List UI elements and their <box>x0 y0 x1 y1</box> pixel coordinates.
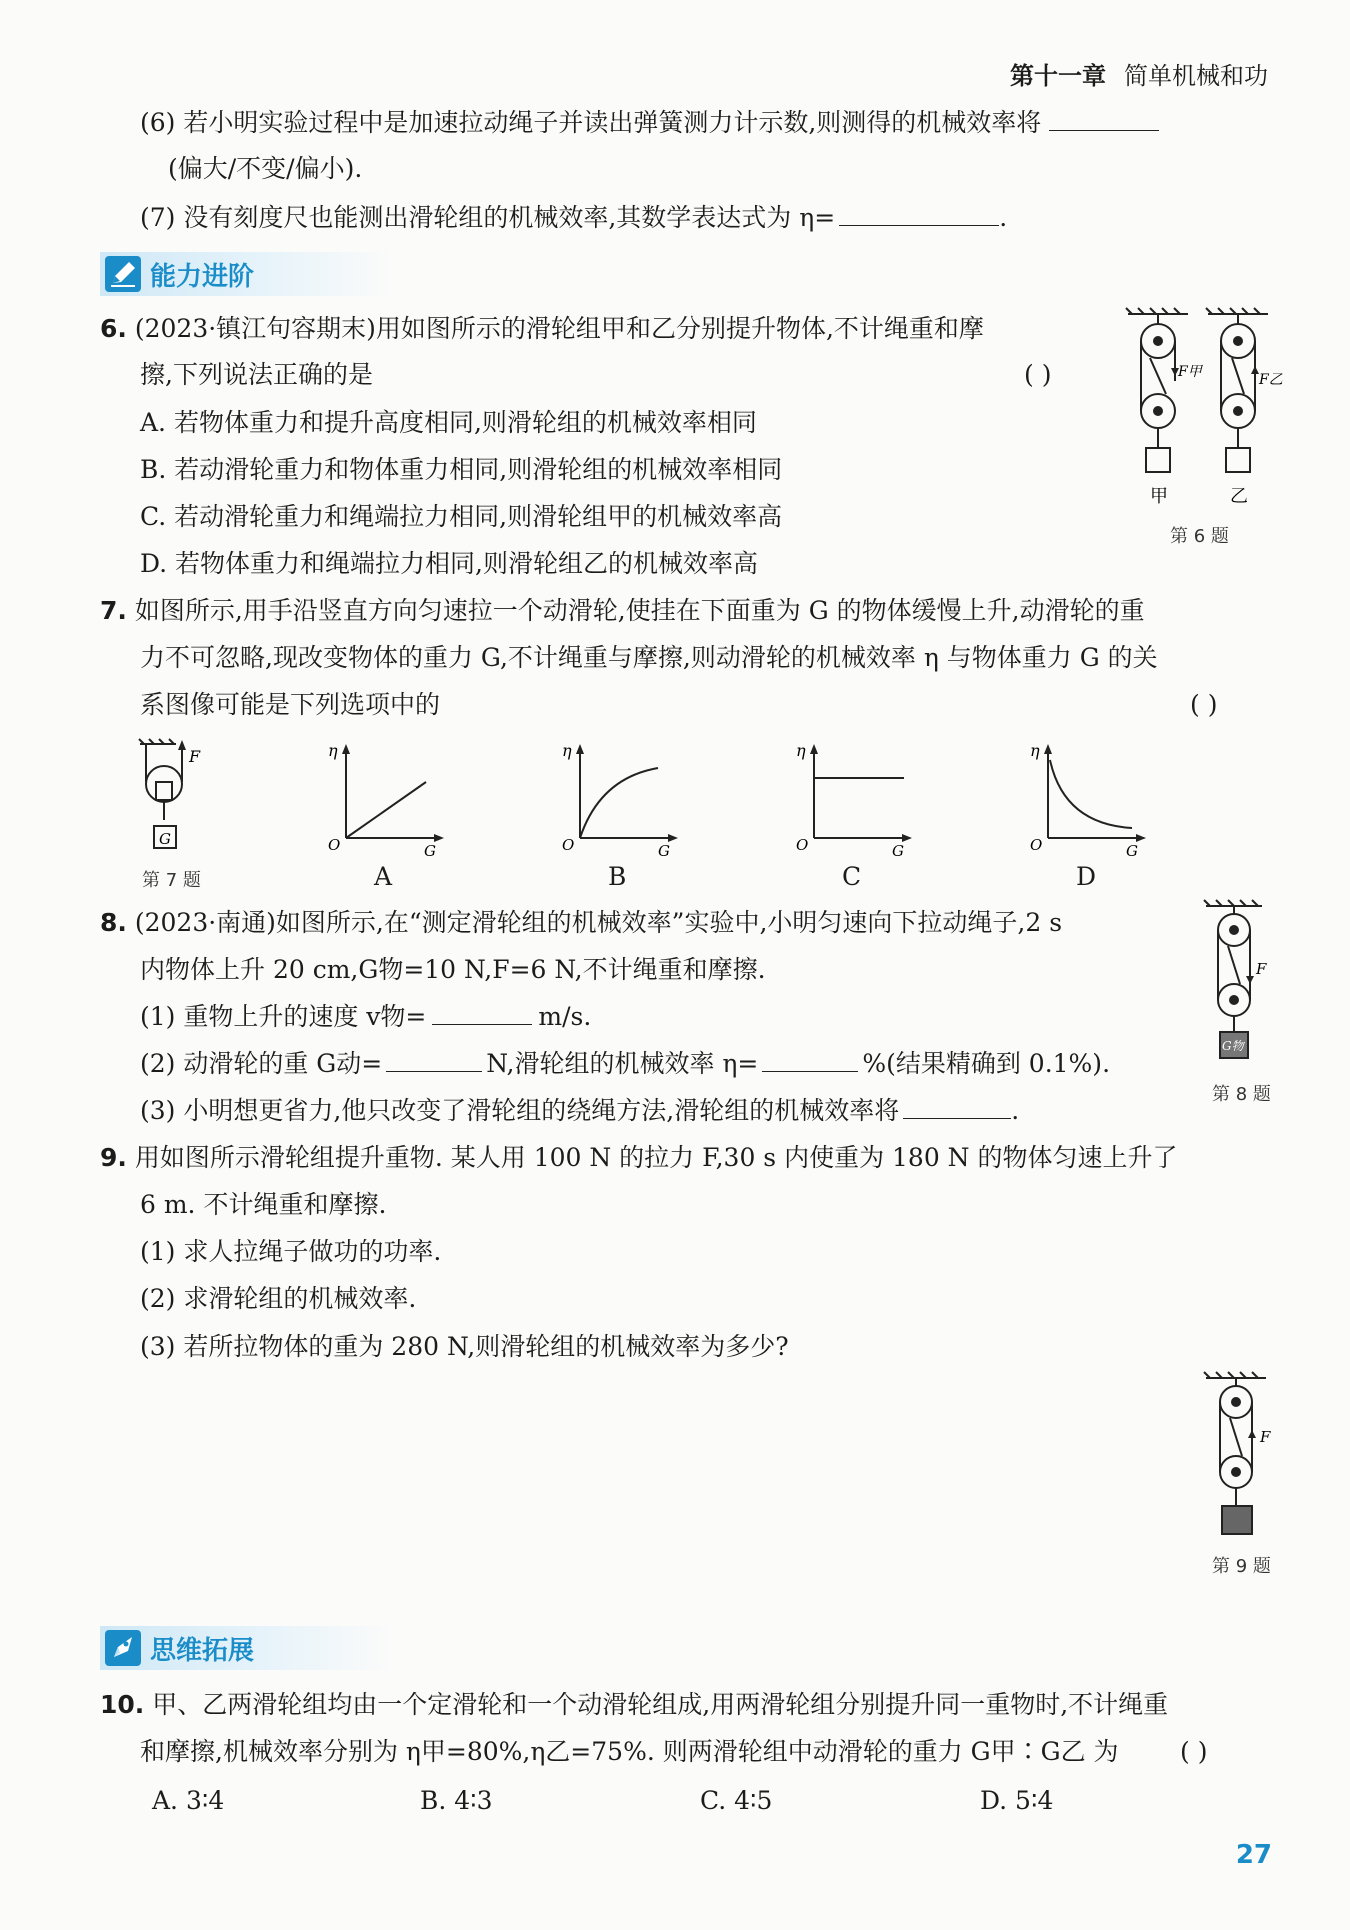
origin-label: O <box>328 836 341 854</box>
q10-option-d: D. 5∶4 <box>980 1786 1054 1815</box>
top-item-6-text: (6) 若小明实验过程中是加速拉动绳子并读出弹簧测力计示数,则测得的机械效率将 <box>140 108 1042 137</box>
force-label: F <box>189 747 201 766</box>
page-number: 27 <box>1235 1840 1272 1870</box>
answer-paren: ( ) <box>1190 690 1218 719</box>
q10-text: 甲、乙两滑轮组均由一个定滑轮和一个动滑轮组成,用两滑轮组分别提升同一重物时,不计绳重 <box>152 1690 1169 1719</box>
question-number: 6. <box>100 314 127 343</box>
q10-line2: 和摩擦,机械效率分别为 η甲=80%,η乙=75%. 则两滑轮组中动滑轮的重力 G甲∶G乙 为 <box>140 1737 1119 1766</box>
answer-paren: ( ) <box>1180 1737 1208 1766</box>
q6-option-a: A. 若物体重力和提升高度相同,则滑轮组的机械效率相同 <box>140 408 757 437</box>
q6-line1 <box>100 312 984 346</box>
q6-pulley-figure <box>1120 306 1283 511</box>
fig-label-yi: 乙 <box>1230 486 1248 507</box>
q6-line2: 擦,下列说法正确的是 <box>140 360 373 389</box>
section-title: 能力进阶 <box>150 261 255 292</box>
q7-line2: 力不可忽略,现改变物体的重力 G,不计绳重与摩擦,则动滑轮的机械效率 η 与物体重力 G 的关 <box>140 643 1158 672</box>
axis-eta: η <box>328 741 338 760</box>
graph-d <box>1028 738 1148 858</box>
q7-pulley-figure <box>136 738 216 858</box>
weight-label: G物 <box>1222 1039 1244 1053</box>
q8-sub3-text: (3) 小明想更省力,他只改变了滑轮组的绕绳方法,滑轮组的机械效率将 <box>140 1096 900 1125</box>
axis-g: G <box>658 842 670 860</box>
graph-label-c: C <box>842 862 862 891</box>
force-label-yi: F乙 <box>1259 372 1283 388</box>
axis-eta: η <box>562 741 572 760</box>
q8-line2: 内物体上升 20 cm,G物=10 N,F=6 N,不计绳重和摩擦. <box>140 955 766 984</box>
weight-label: G <box>159 830 171 848</box>
q9-sub3: (3) 若所拉物体的重为 280 N,则滑轮组的机械效率为多少? <box>140 1332 789 1361</box>
answer-blank[interactable] <box>903 1094 1011 1119</box>
question-number: 7. <box>100 596 127 625</box>
axis-eta: η <box>1030 741 1040 760</box>
q9-line1 <box>100 1141 1178 1175</box>
rocket-icon <box>104 1629 142 1667</box>
fig-label-jia: 甲 <box>1150 486 1168 507</box>
origin-label: O <box>1030 836 1043 854</box>
answer-paren: ( ) <box>1024 360 1052 389</box>
q6-option-b: B. 若动滑轮重力和物体重力相同,则滑轮组的机械效率相同 <box>140 455 783 484</box>
q6-option-c: C. 若动滑轮重力和绳端拉力相同,则滑轮组甲的机械效率高 <box>140 502 783 531</box>
graph-label-a: A <box>374 862 393 891</box>
answer-blank[interactable] <box>1049 106 1159 131</box>
pencil-icon <box>104 255 142 293</box>
q8-sub2 <box>140 1047 1110 1081</box>
q9-sub1: (1) 求人拉绳子做功的功率. <box>140 1237 442 1266</box>
top-item-7-text: (7) 没有刻度尺也能测出滑轮组的机械效率,其数学表达式为 η= <box>140 203 836 232</box>
q10-line1 <box>100 1688 1168 1722</box>
top-item-7-line <box>140 201 1007 235</box>
q10-option-c: C. 4∶5 <box>700 1786 773 1815</box>
axis-g: G <box>1126 842 1138 860</box>
q8-sub2-text: (2) 动滑轮的重 G动= <box>140 1049 383 1078</box>
force-label: F <box>1260 1428 1271 1446</box>
origin-label: O <box>796 836 809 854</box>
q9-caption: 第 9 题 <box>1212 1556 1271 1577</box>
section-extend <box>100 1626 394 1670</box>
section-title: 思维拓展 <box>150 1635 255 1666</box>
q7-line3: 系图像可能是下列选项中的 <box>140 690 441 719</box>
q10-option-b: B. 4∶3 <box>420 1786 493 1815</box>
q6-option-d: D. 若物体重力和绳端拉力相同,则滑轮组乙的机械效率高 <box>140 549 758 578</box>
answer-blank[interactable] <box>839 201 999 226</box>
q9-text: 用如图所示滑轮组提升重物. 某人用 100 N 的拉力 F,30 s 内使重为 180 N 的物体匀速上升了 <box>134 1143 1178 1172</box>
answer-blank[interactable] <box>762 1047 858 1072</box>
graph-a <box>326 738 446 858</box>
q9-pulley-figure <box>1200 1372 1290 1542</box>
q9-sub2: (2) 求滑轮组的机械效率. <box>140 1284 417 1313</box>
chapter-label: 第十一章 <box>1010 62 1106 90</box>
top-item-7-end: . <box>999 203 1008 232</box>
q8-sub1-text: (1) 重物上升的速度 v物= <box>140 1002 427 1031</box>
graph-label-b: B <box>608 862 627 891</box>
axis-g: G <box>424 842 436 860</box>
q7-line1 <box>100 594 1145 628</box>
force-label-jia: F甲 <box>1178 364 1202 380</box>
question-number: 10. <box>100 1690 145 1719</box>
section-advance <box>100 252 394 296</box>
q8-sub2-mid: N,滑轮组的机械效率 η= <box>486 1049 759 1078</box>
q10-option-a: A. 3∶4 <box>152 1786 225 1815</box>
q8-text: (2023·南通)如图所示,在“测定滑轮组的机械效率”实验中,小明匀速向下拉动绳子,2 s <box>134 908 1063 937</box>
q7-text: 如图所示,用手沿竖直方向匀速拉一个动滑轮,使挂在下面重为 G 的物体缓慢上升,动滑轮的重 <box>134 596 1145 625</box>
q9-line2: 6 m. 不计绳重和摩擦. <box>140 1190 387 1219</box>
question-number: 8. <box>100 908 127 937</box>
q6-text: (2023·镇江句容期末)用如图所示的滑轮组甲和乙分别提升物体,不计绳重和摩 <box>134 314 984 343</box>
page-header <box>1010 56 1268 91</box>
origin-label: O <box>562 836 575 854</box>
q8-sub3 <box>140 1094 1019 1128</box>
q8-sub3-end: . <box>1011 1096 1020 1125</box>
q8-caption: 第 8 题 <box>1212 1084 1271 1105</box>
top-item-6-line2: (偏大/不变/偏小). <box>168 154 363 183</box>
graph-c <box>794 738 914 858</box>
q8-sub1 <box>140 1000 591 1034</box>
q6-caption: 第 6 题 <box>1170 526 1229 547</box>
q8-sub1-unit: m/s. <box>538 1002 592 1031</box>
answer-blank[interactable] <box>432 1000 532 1025</box>
graph-b <box>560 738 680 858</box>
q8-pulley-figure <box>1200 900 1290 1070</box>
axis-g: G <box>892 842 904 860</box>
q7-caption: 第 7 题 <box>142 870 201 891</box>
force-label: F <box>1256 960 1267 978</box>
q8-sub2-end: %(结果精确到 0.1%). <box>862 1049 1111 1078</box>
chapter-title: 简单机械和功 <box>1124 62 1268 90</box>
axis-eta: η <box>796 741 806 760</box>
q8-line1 <box>100 906 1062 940</box>
top-item-6-line1 <box>140 106 1159 140</box>
graph-label-d: D <box>1076 862 1097 891</box>
question-number: 9. <box>100 1143 127 1172</box>
answer-blank[interactable] <box>386 1047 482 1072</box>
